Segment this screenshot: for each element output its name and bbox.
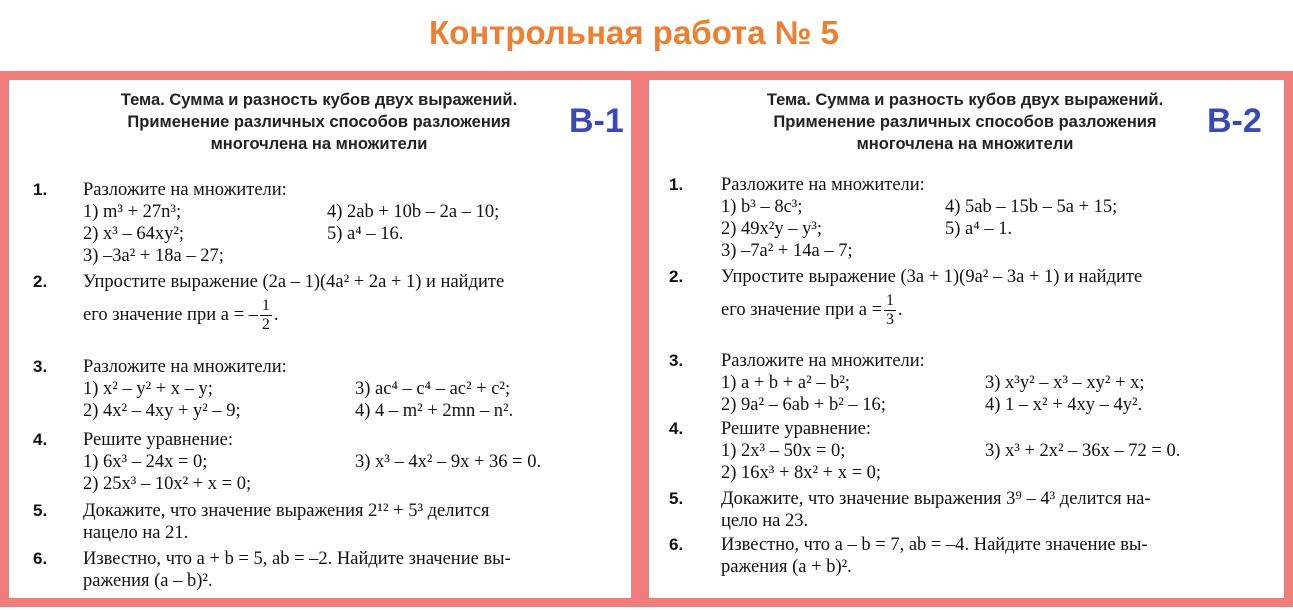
task-2-text-2: его значение при	[721, 299, 855, 320]
topic-line-1: Сумма и разность кубов двух выражений.	[169, 91, 518, 109]
page-title: Контрольная работа № 5	[428, 14, 840, 51]
task-6-text-2: ражения (a – b)².	[83, 571, 213, 591]
topic-line-3: многочлена на множители	[856, 135, 1074, 153]
task-5-number: 5.	[33, 501, 48, 520]
task-1-item-1: 1) b³ – 8c³;	[721, 197, 803, 217]
topic-heading	[79, 89, 559, 155]
variant-2-card	[640, 71, 1293, 607]
task-4-text: Решите уравнение:	[721, 419, 872, 439]
task-4-number: 4.	[33, 430, 48, 449]
task-2-number: 2.	[33, 272, 48, 291]
task-3-text: Разложите на множители:	[83, 357, 287, 377]
task-3-item-2: 2) 9a² – 6ab + b² – 16;	[721, 395, 886, 415]
topic-line-1: Сумма и разность кубов двух выражений.	[815, 91, 1164, 109]
topic-label: Тема.	[120, 91, 165, 109]
task-1-item-4: 4) 2ab + 10b – 2a – 10;	[327, 202, 500, 222]
variant-label: В-2	[1207, 102, 1262, 140]
task-4-text: Решите уравнение:	[83, 430, 234, 450]
fraction-numerator: 1	[261, 297, 270, 314]
task-4-number: 4.	[669, 419, 684, 438]
task-2-text: Упростите выражение (2a – 1)(4a² + 2a + 1) и найдите	[83, 272, 505, 292]
task-3-item-1: 1) x² – y² + x – y;	[83, 379, 213, 399]
task-1-item-3: 3) –3a² + 18a – 27;	[83, 246, 224, 266]
topic-heading	[725, 89, 1205, 155]
task-1-item-4: 4) 5ab – 15b – 5a + 15;	[945, 197, 1118, 217]
task-1-item-1: 1) m³ + 27n³;	[83, 202, 182, 222]
task-4-item-3: 3) x³ + 2x² – 36x – 72 = 0.	[985, 441, 1181, 461]
task-4-item-2: 2) 25x³ – 10x² + x = 0;	[83, 474, 252, 494]
fraction	[260, 297, 272, 334]
fraction-denominator: 2	[261, 316, 270, 333]
task-2-text-2: его значение при	[83, 304, 217, 325]
task-2-text: Упростите выражение (3a + 1)(9a² – 3a + 1) и найдите	[721, 267, 1143, 287]
task-3-number: 3.	[669, 351, 684, 370]
task-3-number: 3.	[33, 357, 48, 376]
task-5-text-2: цело на 23.	[721, 511, 809, 531]
topic-line-3: многочлена на множители	[210, 135, 428, 153]
task-6-text: Известно, что a – b = 7, ab = –4. Найдите значение вы-	[721, 535, 1148, 555]
task-2-variable: a =	[858, 299, 883, 320]
task-2-suffix: .	[898, 299, 903, 320]
task-4-item-1: 1) 2x³ – 50x = 0;	[721, 441, 846, 461]
task-4-item-1: 1) 6x³ – 24x = 0;	[83, 452, 208, 472]
task-3-item-1: 1) a + b + a² – b²;	[721, 373, 851, 393]
task-5-text-2: нацело на 21.	[83, 523, 189, 543]
topic-line-2: Применение различных способов разложения	[773, 113, 1157, 131]
task-5-number: 5.	[669, 489, 684, 508]
task-3-item-2: 2) 4x² – 4xy + y² – 9;	[83, 401, 241, 421]
variant-label: В-1	[569, 102, 624, 140]
fraction	[884, 292, 896, 329]
topic-label: Тема.	[766, 91, 811, 109]
task-1-item-5: 5) a⁴ – 1.	[945, 219, 1013, 239]
task-2-number: 2.	[669, 267, 684, 286]
task-2-value-line	[721, 292, 903, 329]
task-5-text: Докажите, что значение выражения 3⁹ – 4³ делится на-	[721, 489, 1151, 509]
task-1-item-2: 2) 49x²y – y³;	[721, 219, 823, 239]
task-4-item-3: 3) x³ – 4x² – 9x + 36 = 0.	[355, 452, 542, 472]
task-3-item-3: 3) x³y² – x³ – xy² + x;	[985, 373, 1145, 393]
task-4-item-2: 2) 16x³ + 8x² + x = 0;	[721, 463, 882, 483]
task-2-suffix: .	[273, 304, 279, 325]
topic-line-2: Применение различных способов разложения	[127, 113, 511, 131]
variant-1-card	[0, 71, 640, 607]
task-3-text: Разложите на множители:	[721, 351, 925, 371]
task-2-value-line	[83, 297, 279, 334]
task-2-variable: a = –	[220, 304, 258, 325]
task-6-text-2: ражения (a + b)².	[721, 557, 852, 577]
task-6-number: 6.	[669, 535, 684, 554]
task-1-text: Разложите на множители:	[83, 180, 287, 200]
task-3-item-4: 4) 4 – m² + 2mn – n².	[355, 401, 514, 421]
task-1-text: Разложите на множители:	[721, 175, 925, 195]
task-1-item-3: 3) –7a² + 14a – 7;	[721, 241, 853, 261]
task-5-text: Докажите, что значение выражения 2¹² + 5³ делится	[83, 501, 490, 521]
task-1-item-5: 5) a⁴ – 16.	[327, 224, 404, 244]
task-6-number: 6.	[33, 549, 48, 568]
task-1-number: 1.	[33, 180, 48, 199]
task-3-item-4: 4) 1 – x² + 4xy – 4y².	[985, 395, 1143, 415]
fraction-numerator: 1	[886, 292, 895, 309]
task-3-item-3: 3) ac⁴ – c⁴ – ac² + c²;	[355, 379, 511, 399]
fraction-denominator: 3	[886, 311, 895, 328]
task-6-text: Известно, что a + b = 5, ab = –2. Найдите значение вы-	[83, 549, 511, 569]
task-1-number: 1.	[669, 175, 684, 194]
task-1-item-2: 2) x³ – 64xy²;	[83, 224, 185, 244]
